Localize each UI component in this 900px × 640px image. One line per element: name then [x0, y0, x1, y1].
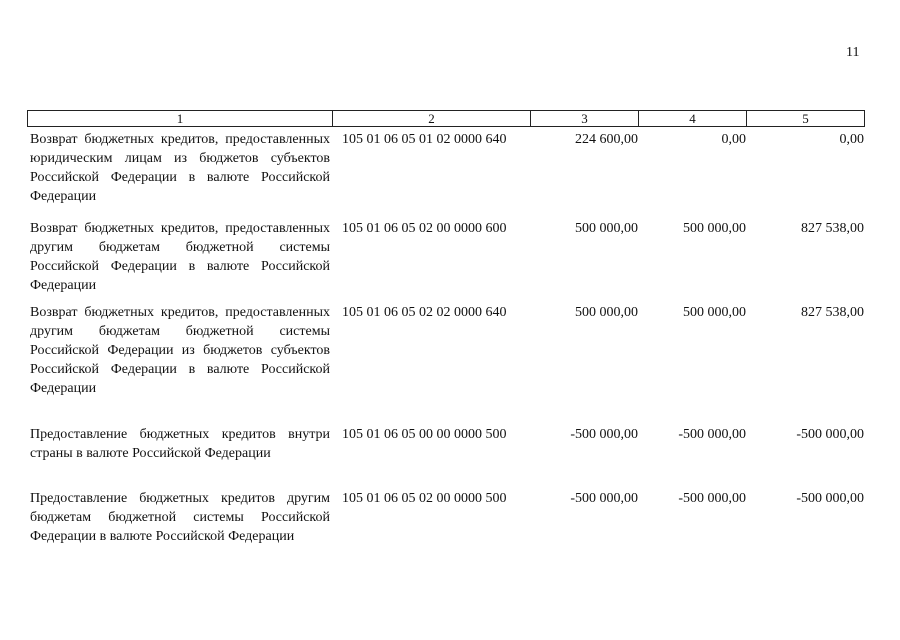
row-value-col-4: 0,00 [721, 132, 746, 147]
row-code: 105 01 06 05 01 02 0000 640 [342, 132, 507, 147]
header-col-3: 3 [531, 111, 639, 126]
row-value-col-3: 500 000,00 [575, 221, 638, 236]
header-col-4: 4 [639, 111, 747, 126]
row-name: Предоставление бюджетных кредитов внутри страны в валюте Российской Федерации [30, 427, 330, 461]
row-value-col-3: -500 000,00 [570, 427, 638, 442]
row-name: Возврат бюджетных кредитов, предоставленных юридическим лицам из бюджетов субъектов Российской Федерации в валюте Российской Федерации [30, 132, 330, 204]
row-value-col-4: -500 000,00 [678, 491, 746, 506]
header-col-5: 5 [802, 111, 809, 126]
row-value-col-5: -500 000,00 [796, 491, 864, 506]
row-code: 105 01 06 05 02 02 0000 640 [342, 305, 507, 320]
header-col-2: 2 [333, 111, 531, 126]
row-code: 105 01 06 05 02 00 0000 600 [342, 221, 507, 236]
row-value-col-3: 224 600,00 [575, 132, 638, 147]
row-name: Возврат бюджетных кредитов, предоставленных другим бюджетам бюджетной системы Российской Федерации в валюте Российской Федерации [30, 221, 330, 293]
row-code: 105 01 06 05 00 00 0000 500 [342, 427, 507, 442]
row-value-col-4: 500 000,00 [683, 305, 746, 320]
row-value-col-5: -500 000,00 [796, 427, 864, 442]
row-value-col-3: 500 000,00 [575, 305, 638, 320]
row-value-col-4: 500 000,00 [683, 221, 746, 236]
header-col-1: 1 [28, 111, 333, 126]
row-value-col-5: 827 538,00 [801, 221, 864, 236]
row-code: 105 01 06 05 02 00 0000 500 [342, 491, 507, 506]
page-number: 11 [846, 45, 860, 60]
row-value-col-4: -500 000,00 [678, 427, 746, 442]
row-value-col-5: 827 538,00 [801, 305, 864, 320]
table-header [27, 110, 865, 127]
row-name: Возврат бюджетных кредитов, предоставленных другим бюджетам бюджетной системы Российской Федерации из бюджетов субъектов Российской Федерации в валюте Российской Федерации [30, 305, 330, 396]
row-value-col-3: -500 000,00 [570, 491, 638, 506]
row-name: Предоставление бюджетных кредитов другим бюджетам бюджетной системы Российской Федерации в валюте Российской Федерации [30, 491, 330, 544]
row-value-col-5: 0,00 [839, 132, 864, 147]
